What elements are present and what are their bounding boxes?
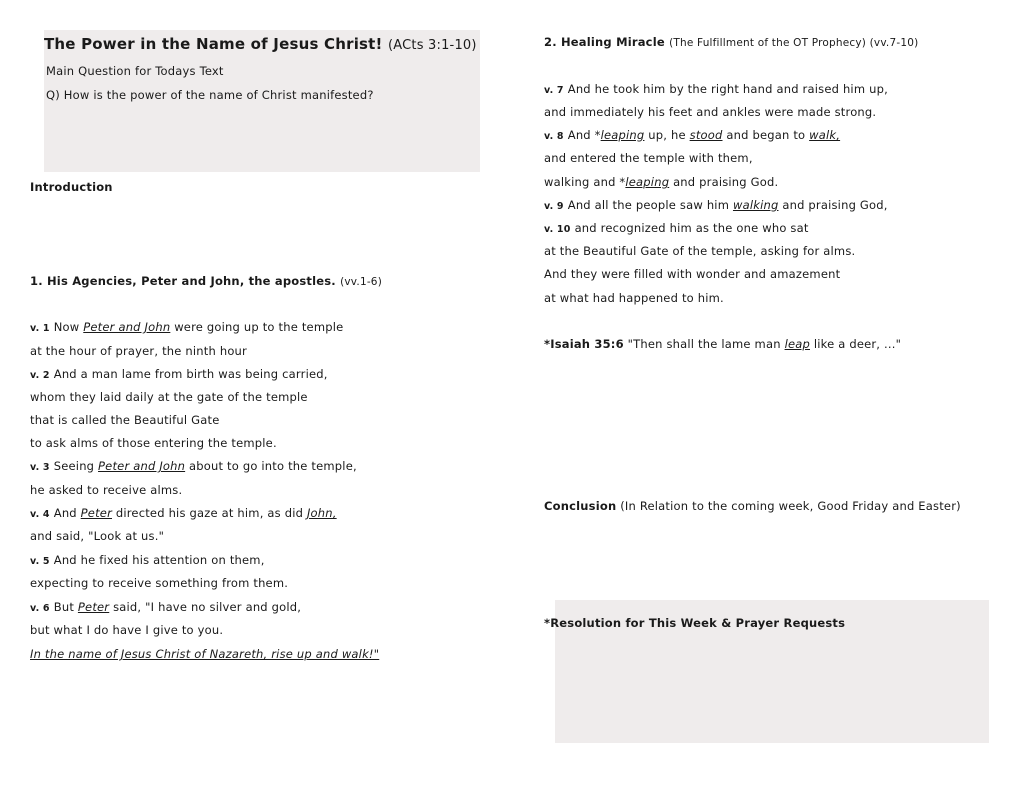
verse-line: to ask alms of those entering the temple. — [30, 436, 277, 450]
verse-line-emphasis — [30, 647, 379, 661]
underlined-text: walk, — [809, 128, 841, 142]
verse-line: whom they laid daily at the gate of the temple — [30, 390, 308, 404]
title-text: The Power in the Name of Jesus Christ! — [44, 35, 383, 53]
verse-number: v. 3 — [30, 462, 50, 473]
verse-line: and said, "Look at us." — [30, 529, 165, 543]
verse-line: at the hour of prayer, the ninth hour — [30, 344, 247, 358]
underlined-text: Peter — [80, 506, 112, 520]
verse-number: v. 7 — [544, 85, 564, 96]
verse-line: that is called the Beautiful Gate — [30, 413, 220, 427]
underlined-text: John, — [306, 506, 337, 520]
conclusion-text: (In Relation to the coming week, Good Friday and Easter) — [620, 499, 961, 513]
verse-line: v. 8 And *leaping up, he stood and began to walk, — [544, 128, 841, 142]
underlined-text: Peter and John — [83, 320, 171, 334]
verse-line: at the Beautiful Gate of the temple, asking for alms. — [544, 244, 856, 258]
underlined-text: Peter — [77, 600, 110, 614]
verse-number: v. 2 — [30, 370, 50, 381]
verse-number: v. 9 — [544, 201, 564, 212]
underlined-text: stood — [689, 128, 723, 142]
verse-line: he asked to receive alms. — [30, 483, 183, 497]
underlined-text: leaping — [600, 128, 645, 142]
verse-line: v. 9 And all the people saw him walking and praising God, — [544, 198, 888, 212]
verse-line: expecting to receive something from them. — [30, 576, 289, 590]
verse-line: v. 4 And Peter directed his gaze at him, as did John, — [30, 506, 337, 520]
verse-line: at what had happened to him. — [544, 291, 724, 305]
section2-title: 2. Healing Miracle — [544, 35, 665, 49]
underlined-text: Peter and John — [98, 459, 186, 473]
conclusion-line — [544, 499, 961, 513]
isaiah-reference: *Isaiah 35:6 "Then shall the lame man leap like a deer, ..." — [544, 337, 902, 351]
underlined-text: leap — [784, 337, 810, 351]
verse-line: And they were filled with wonder and amazement — [544, 267, 841, 281]
underlined-text: leaping — [625, 175, 670, 189]
section2-subtitle: (The Fulfillment of the OT Prophecy) (vv.7-10) — [669, 37, 919, 49]
title-reference: (ACts 3:1-10) — [388, 38, 477, 53]
verse-line: and immediately his feet and ankles were made strong. — [544, 105, 877, 119]
verse-line: v. 5 And he fixed his attention on them, — [30, 553, 265, 567]
main-question: Q) How is the power of the name of Christ manifested? — [46, 88, 374, 102]
verse-line: v. 3 Seeing Peter and John about to go into the temple, — [30, 459, 357, 473]
verse-number: v. 8 — [544, 131, 564, 142]
verse-line: v. 10 and recognized him as the one who sat — [544, 221, 809, 235]
section1-title: 1. His Agencies, Peter and John, the apostles. — [30, 274, 336, 288]
verse-number: v. 6 — [30, 603, 50, 614]
verse-number: v. 5 — [30, 556, 50, 567]
verse-number: v. 1 — [30, 323, 50, 334]
conclusion-label: Conclusion — [544, 499, 617, 513]
section2-heading — [544, 35, 918, 49]
underlined-text: walking — [732, 198, 779, 212]
verse-line: v. 7 And he took him by the right hand and raised him up, — [544, 82, 888, 96]
main-question-label: Main Question for Todays Text — [46, 64, 224, 78]
verse-line: but what I do have I give to you. — [30, 623, 224, 637]
verse-line: walking and *leaping and praising God. — [544, 175, 779, 189]
verse-number: v. 4 — [30, 509, 50, 520]
verse-line: v. 2 And a man lame from birth was being carried, — [30, 367, 328, 381]
isaiah-label: *Isaiah 35:6 — [544, 337, 624, 351]
underlined-text: In the name of Jesus Christ of Nazareth, rise up and walk!" — [30, 647, 380, 661]
verse-number: v. 10 — [544, 224, 571, 235]
section1-heading — [30, 274, 382, 288]
verse-line: v. 6 But Peter said, "I have no silver and gold, — [30, 600, 302, 614]
verse-line: and entered the temple with them, — [544, 151, 753, 165]
introduction-heading: Introduction — [30, 180, 113, 194]
section1-range: (vv.1-6) — [340, 276, 382, 288]
resolution-heading: *Resolution for This Week & Prayer Requests — [544, 616, 846, 630]
page-title — [44, 35, 477, 53]
verse-line: v. 1 Now Peter and John were going up to the temple — [30, 320, 344, 334]
